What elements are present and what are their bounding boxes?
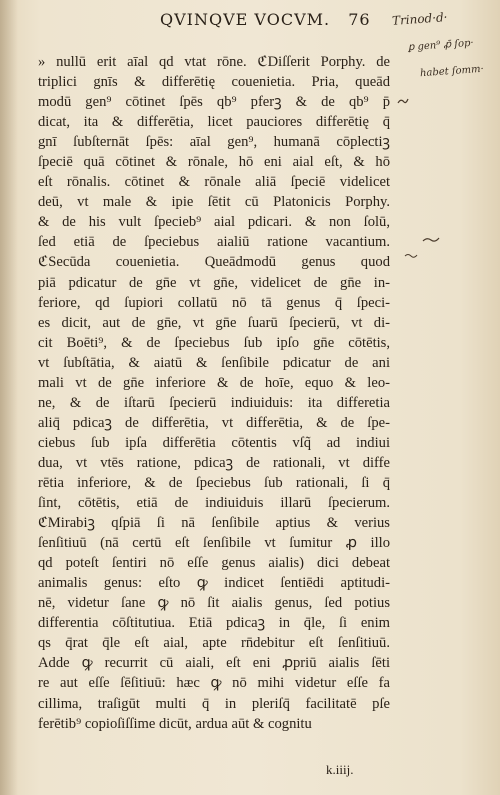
running-head: [160, 10, 371, 29]
text-line: feriore, qd ſupiori collatū nō tā genus q̄ ſpeci-: [38, 294, 390, 311]
margin-squiggle-mark: [422, 232, 440, 248]
text-line: cillima, traſigūt multi q̄ in pleriſq̄ facilitatē pſe: [38, 695, 390, 712]
text-line: ſenſitiuū (nā certū eſt ſenſibile vt ſumitur ꝓ illo: [38, 535, 390, 552]
text-line: rētia inferiore, & de ſpeciebus ſub rationali, ſi q̄: [38, 474, 390, 491]
running-head-title: QVINQVE VOCVM.: [160, 10, 331, 29]
text-line: modū gen⁹ cōtinet ſpēs qb⁹ pferꝫ & de qb⁹ p̄: [38, 94, 390, 111]
handwritten-annotation: habet ſomm·: [419, 63, 485, 80]
handwritten-annotation: ꝑ gen⁹ ꝓ̄ ſop·: [407, 37, 475, 54]
text-line: dua, vt vtēs ratione, pdicaꝫ de rationali, vt diffe: [38, 454, 390, 471]
text-line: nē, videtur ſane ꝙ nō ſit aialis genus, ſed potius: [38, 595, 390, 612]
text-line: animalis genus: eſto ꝙ indicet ſentiēdi aptitudi-: [38, 575, 390, 592]
text-line: qs q̄rat q̄le eſt aial, apte rn̄debitur eſt ſenſitiuū.: [38, 635, 390, 652]
text-line: qd poteſt ſentiri nō eſſe genus aialis) dici debeat: [38, 555, 390, 572]
folio-number: 76: [348, 10, 371, 29]
text-line: es dicit, aut de gn̄e, vt gn̄e ſuarū ſpecierū, vt di-: [38, 314, 390, 331]
text-line: ſpeciē quā cōtinet & rōnale, hō eni aial eſt, & hō: [38, 154, 390, 171]
text-line: Adde ꝙ recurrit cū aiali, eſt eni ꝓpriū aialis ſēti: [38, 655, 390, 672]
margin-tick-mark: [396, 94, 410, 110]
text-line: re aut eſſe ſēſitiuū: hæc ꝙ nō mihi videtur eſſe fa: [38, 675, 390, 692]
text-line: eſt rōnalis. cōtinet & rōnale aliā ſpeciē videlicet: [38, 174, 390, 191]
text-line: differentia cōſtitutiua. Etiā pdicaꝫ in q̄le, ſi enim: [38, 615, 390, 632]
text-line: ciebus ſub ipſa differētia cōtentis vſq̃ ad indiui: [38, 434, 390, 451]
text-line: cit Boēti⁹, & de ſpeciebus ſub ipſo gn̄e cōtētis,: [38, 334, 390, 351]
text-line: ne, & de iſtarū ſpecierū indiuiduis: ita differetia: [38, 394, 390, 411]
text-line: ℭMirabiꝫ qſpiā ſi nā ſenſibile aptius & verius: [38, 515, 390, 532]
handwritten-annotation: Trinod·d·: [391, 10, 448, 28]
text-line: vt ſubſtātia, & aiatū & ſenſibile pdicatur de ani: [38, 354, 390, 371]
body-text: [38, 52, 390, 734]
text-line: ſed etiā de ſpeciebus aialiū ratione vacantium.: [38, 234, 390, 251]
text-line: piā pdicatur de gn̄e vt gn̄e, videlicet de gn̄e in-: [38, 274, 390, 291]
text-line: ſint, cōtētis, etiā de indiuiduis illarū ſpecierum.: [38, 495, 390, 512]
text-line: deū, vt male & ipie ſētit cū Platonicis Porphy.: [38, 194, 390, 211]
text-line: dicat, ita & differētia, licet pauciores differētię q̄: [38, 114, 390, 131]
text-line: & de his vult ſpecieb⁹ aial pdicari. & non ſolū,: [38, 214, 390, 231]
text-line: gnī ſubſternāt ſpēs: aīal gen⁹, humanā cōplectiꝫ: [38, 134, 390, 151]
margin-squiggle-mark: [404, 248, 418, 264]
text-line: » nullū erit aīal qd vtat rōne. ℭDiſſerit Porphy. de: [38, 54, 390, 70]
signature-mark: k.iiij.: [326, 762, 354, 777]
gutter-shadow: [0, 0, 18, 795]
text-line: mali vt de gn̄e inferiore & de hoīe, equo & leo-: [38, 374, 390, 391]
text-line: ℭSecūda couenietia. Queādmodū genus quod: [38, 254, 390, 271]
text-line: aliq̄ pdicaꝫ de differētia, vt differētia, & de ſpe-: [38, 414, 390, 431]
text-line: ferētib⁹ copioſiſſime dicūt, ardua aūt & cognitu: [38, 715, 312, 732]
text-line: triplici gnīs & differētię couenietia. Pria, queād: [38, 74, 390, 91]
